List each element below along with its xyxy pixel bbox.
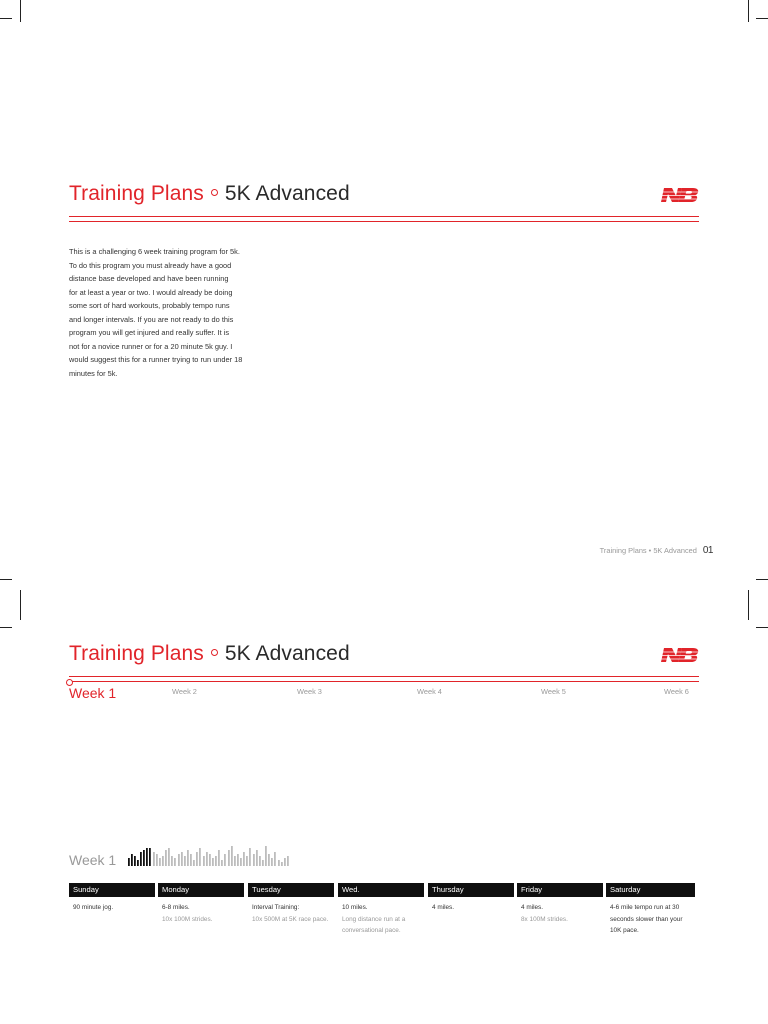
tab-week-6[interactable]: Week 6 [664, 687, 689, 696]
weekly-mileage-sparkbars-icon [128, 844, 293, 866]
day-header: Monday [158, 883, 244, 897]
title-sub: 5K Advanced [224, 182, 350, 205]
page-number: 01 [702, 545, 713, 556]
day-column-saturday [606, 883, 695, 937]
title-main: Training Plans [69, 182, 204, 205]
intro-line: To do this program you must already have a good [69, 260, 232, 270]
crop-mark [20, 0, 21, 22]
crop-mark [748, 590, 749, 620]
workout-detail: Long distance run at a conversational pace. [342, 915, 406, 934]
workout-detail: 10x 500M at 5K race pace. [252, 915, 329, 923]
day-header: Wed. [338, 883, 424, 897]
workout-main: 90 minute jog. [73, 904, 114, 911]
crop-mark [756, 18, 768, 19]
workout-main: 10 miles. [342, 904, 368, 911]
intro-line: minutes for 5k. [69, 368, 118, 378]
title-separator-icon [211, 189, 218, 196]
day-workout [338, 897, 420, 937]
title-separator-icon [211, 649, 218, 656]
day-column-sunday [69, 883, 155, 914]
crop-mark [0, 579, 12, 580]
intro-line: some sort of hard workouts, probably tempo runs [69, 301, 230, 310]
header-rule [69, 216, 699, 217]
crop-mark [756, 579, 768, 580]
crop-mark [756, 627, 768, 628]
workout-detail: 8x 100M strides. [521, 915, 568, 923]
schedule-week-title: Week 1 [69, 852, 117, 868]
workout-detail: 10x 100M strides. [162, 915, 213, 923]
intro-line: program you will get injured and really suffer. It is [69, 328, 230, 337]
crop-mark [0, 18, 12, 19]
day-column-monday [158, 883, 244, 925]
day-header: Saturday [606, 883, 695, 897]
day-workout [69, 897, 155, 914]
page-footer [560, 545, 713, 556]
day-workout [158, 897, 244, 925]
day-workout [428, 897, 514, 914]
crop-mark [0, 627, 12, 628]
header-rule [69, 221, 699, 222]
week-tabs [69, 683, 699, 705]
intro-line: would suggest this for a runner trying to run under 18 [69, 355, 243, 364]
workout-main: Interval Training: [252, 904, 300, 911]
day-header: Friday [517, 883, 603, 897]
new-balance-logo [660, 186, 700, 204]
title-sub: 5K Advanced [224, 642, 350, 665]
day-column-thursday [428, 883, 514, 914]
intro-line: and longer intervals. If you are not ready to do this [69, 314, 234, 324]
day-column-wednesday [338, 883, 424, 937]
intro-paragraph [69, 245, 274, 380]
tab-week-1[interactable]: Week 1 [69, 685, 117, 701]
title-main: Training Plans [69, 642, 204, 665]
footer-text: Training Plans • 5K Advanced [599, 546, 697, 555]
new-balance-logo [660, 646, 700, 664]
intro-line: not for a novice runner or for a 20 minute 5k guy. I [69, 341, 233, 351]
day-workout [517, 897, 603, 925]
tab-week-3[interactable]: Week 3 [297, 687, 322, 696]
day-workout [606, 897, 692, 937]
day-header: Sunday [69, 883, 155, 897]
intro-line: This is a challenging 6 week training program for 5k. [69, 247, 240, 256]
day-header: Thursday [428, 883, 514, 897]
crop-mark [20, 590, 21, 620]
page-title [69, 182, 350, 206]
tab-week-4[interactable]: Week 4 [417, 687, 442, 696]
tab-week-5[interactable]: Week 5 [541, 687, 566, 696]
workout-main: 4-6 mile tempo run at 30 seconds slower than your 10K pace. [610, 904, 683, 934]
page-title [69, 642, 350, 666]
tab-week-2[interactable]: Week 2 [172, 687, 197, 696]
workout-main: 4 miles. [432, 904, 455, 911]
crop-mark [748, 0, 749, 22]
header-rule [69, 681, 699, 682]
day-column-friday [517, 883, 603, 925]
header-rule [69, 676, 699, 677]
day-workout [248, 897, 330, 925]
workout-main: 4 miles. [521, 904, 544, 911]
day-column-tuesday [248, 883, 334, 925]
day-header: Tuesday [248, 883, 334, 897]
intro-line: for at least a year or two. I would already be doing [69, 287, 233, 297]
workout-main: 6-8 miles. [162, 904, 190, 911]
intro-line: distance base developed and have been running [69, 274, 229, 283]
